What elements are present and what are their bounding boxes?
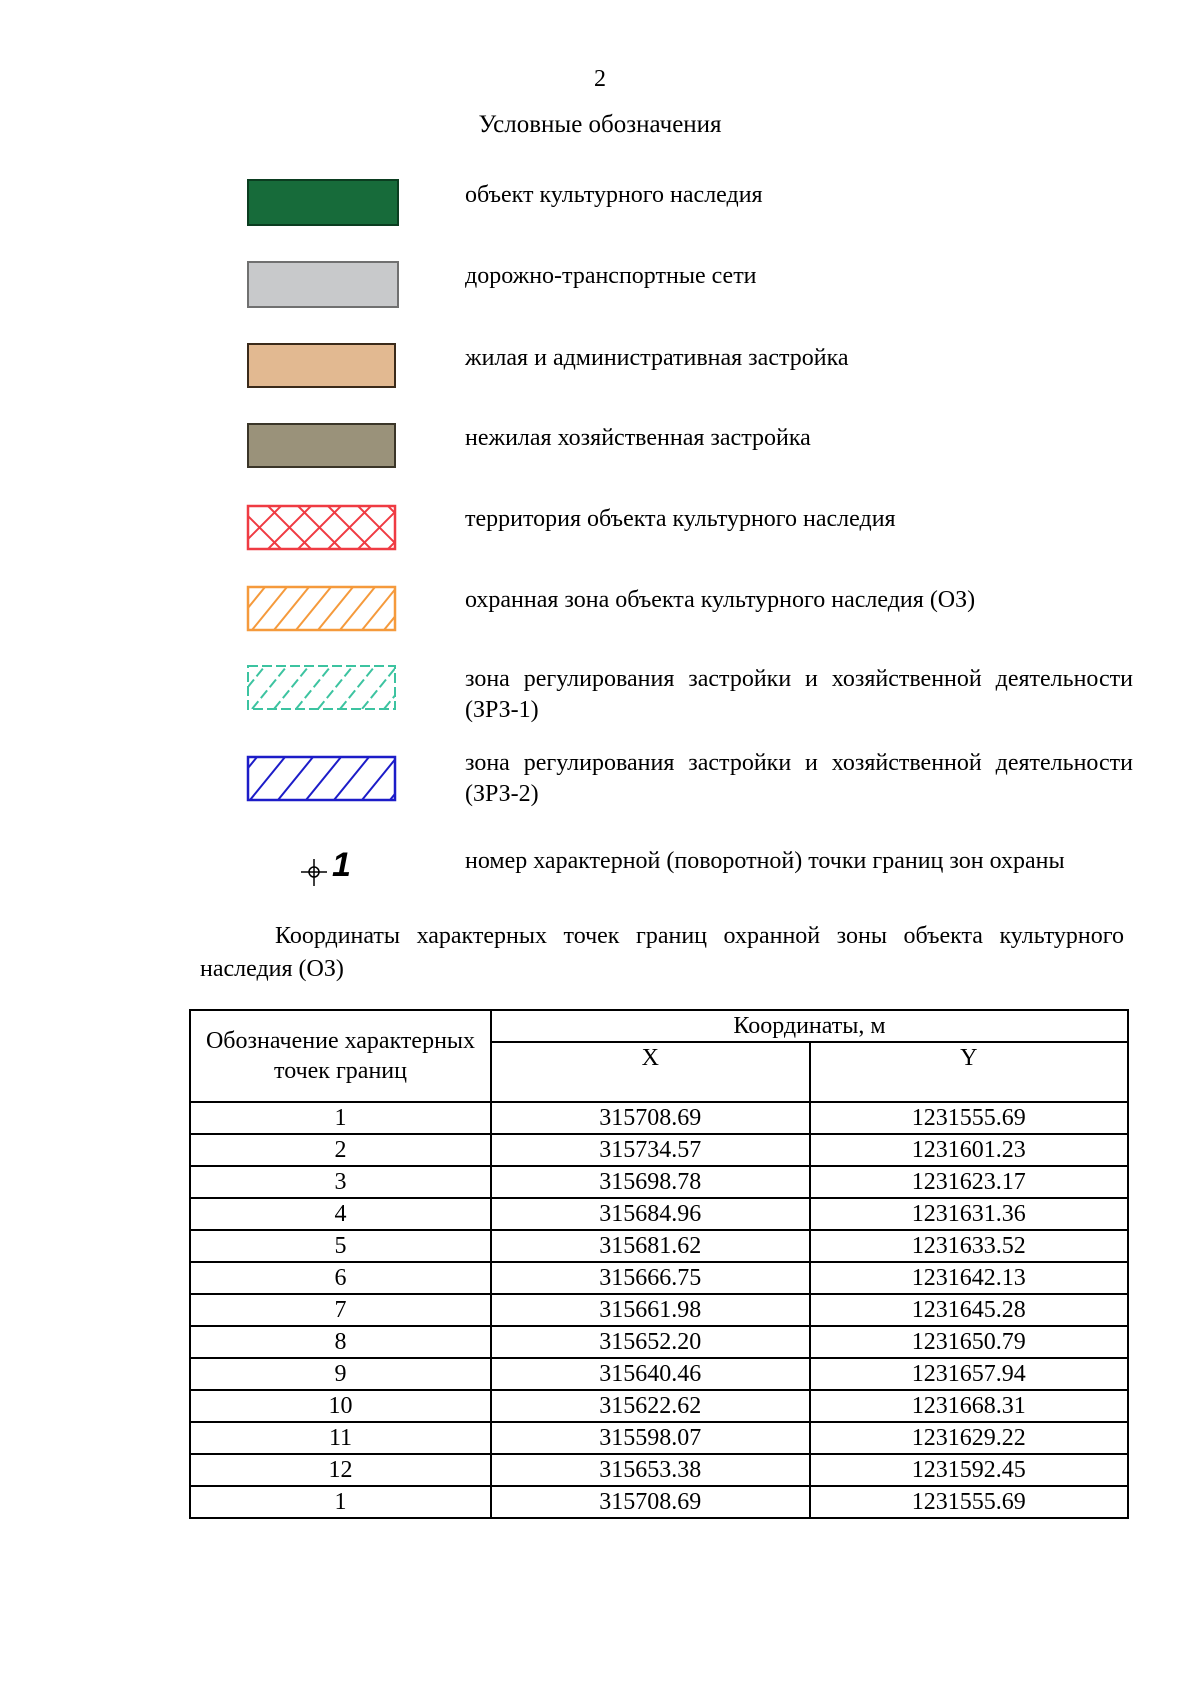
- cell-y: 1231601.23: [810, 1134, 1129, 1166]
- cell-point: 6: [190, 1262, 491, 1294]
- table-row: [190, 1134, 1128, 1166]
- cell-x: 315666.75: [491, 1262, 810, 1294]
- cell-y: 1231592.45: [810, 1454, 1129, 1486]
- table-row: [190, 1454, 1128, 1486]
- zrz-1-swatch: [0, 664, 420, 716]
- table-row: [190, 1358, 1128, 1390]
- table-row: [190, 1486, 1128, 1518]
- table-row: [190, 1422, 1128, 1454]
- legend-title: Условные обозначения: [478, 111, 722, 138]
- table-body: [190, 1102, 1128, 1518]
- zrz-2-swatch: [0, 755, 420, 807]
- table-row: [190, 1390, 1128, 1422]
- legend-label: зона регулирования застройки и хозяйственной деятельности (ЗРЗ-2): [465, 750, 1133, 807]
- cell-point: 10: [190, 1390, 491, 1422]
- table-row: [190, 1230, 1128, 1262]
- cell-y: 1231555.69: [810, 1486, 1129, 1518]
- legend-label: номер характерной (поворотной) точки границ зон охраны: [465, 848, 1065, 874]
- cell-y: 1231645.28: [810, 1294, 1129, 1326]
- residential-buildings-swatch: [0, 341, 420, 393]
- cell-point: 4: [190, 1198, 491, 1230]
- table-row: [190, 1294, 1128, 1326]
- legend-label: зона регулирования застройки и хозяйственной деятельности (ЗРЗ-1): [465, 666, 1133, 723]
- cell-x: 315653.38: [491, 1454, 810, 1486]
- cell-point: 1: [190, 1486, 491, 1518]
- road-networks-swatch: [0, 258, 420, 310]
- legend-label: территория объекта культурного наследия: [465, 506, 896, 532]
- table-row: [190, 1166, 1128, 1198]
- cell-point: 1: [190, 1102, 491, 1134]
- cell-x: 315640.46: [491, 1358, 810, 1390]
- table-row: [190, 1262, 1128, 1294]
- header-coordinates: Координаты, м: [491, 1010, 1128, 1042]
- header-point-designation: Обозначение характерных точек границ: [190, 1010, 491, 1102]
- legend-label: жилая и административная застройка: [465, 345, 849, 371]
- cell-point: 12: [190, 1454, 491, 1486]
- cell-y: 1231633.52: [810, 1230, 1129, 1262]
- heritage-object-swatch: [0, 178, 420, 230]
- cell-x: 315652.20: [491, 1326, 810, 1358]
- table-row: [190, 1326, 1128, 1358]
- legend-label: охранная зона объекта культурного наследия (ОЗ): [465, 587, 976, 613]
- cell-y: 1231629.22: [810, 1422, 1129, 1454]
- cell-point: 2: [190, 1134, 491, 1166]
- coordinates-table: [189, 1009, 1129, 1519]
- cell-x: 315684.96: [491, 1198, 810, 1230]
- cell-x: 315661.98: [491, 1294, 810, 1326]
- cell-x: 315734.57: [491, 1134, 810, 1166]
- heritage-territory-swatch: [0, 504, 420, 556]
- cell-point: 3: [190, 1166, 491, 1198]
- cell-point: 8: [190, 1326, 491, 1358]
- cell-x: 315681.62: [491, 1230, 810, 1262]
- cell-y: 1231650.79: [810, 1326, 1129, 1358]
- cell-y: 1231657.94: [810, 1358, 1129, 1390]
- point-marker-icon: [0, 846, 420, 898]
- cell-y: 1231623.17: [810, 1166, 1129, 1198]
- legend-label: объект культурного наследия: [465, 182, 763, 208]
- cell-y: 1231555.69: [810, 1102, 1129, 1134]
- non-residential-buildings-swatch: [0, 421, 420, 473]
- point-marker-number: 1: [332, 846, 351, 884]
- coordinates-heading: Координаты характерных точек границ охранной зоны объекта культурного наследия (ОЗ): [200, 923, 1124, 982]
- page-number: 2: [594, 66, 606, 92]
- table-row: [190, 1198, 1128, 1230]
- table-row: [190, 1102, 1128, 1134]
- legend-label: дорожно-транспортные сети: [465, 263, 757, 289]
- cell-y: 1231631.36: [810, 1198, 1129, 1230]
- cell-y: 1231642.13: [810, 1262, 1129, 1294]
- cell-x: 315698.78: [491, 1166, 810, 1198]
- cell-x: 315708.69: [491, 1102, 810, 1134]
- cell-y: 1231668.31: [810, 1390, 1129, 1422]
- protection-zone-swatch: [0, 585, 420, 637]
- header-x: X: [491, 1042, 810, 1102]
- legend-label: нежилая хозяйственная застройка: [465, 425, 811, 451]
- cell-x: 315622.62: [491, 1390, 810, 1422]
- cell-point: 5: [190, 1230, 491, 1262]
- cell-x: 315598.07: [491, 1422, 810, 1454]
- cell-point: 11: [190, 1422, 491, 1454]
- cell-point: 7: [190, 1294, 491, 1326]
- header-y: Y: [810, 1042, 1129, 1102]
- cell-point: 9: [190, 1358, 491, 1390]
- cell-x: 315708.69: [491, 1486, 810, 1518]
